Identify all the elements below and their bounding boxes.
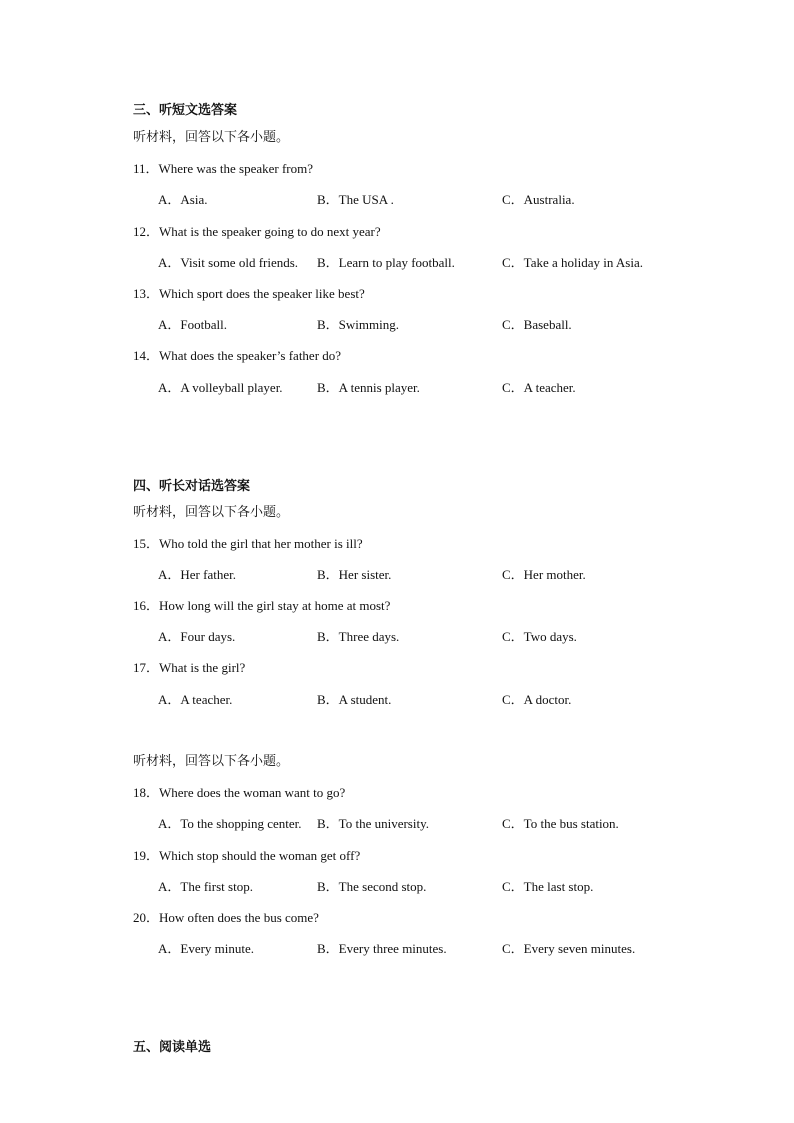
option-a[interactable]: A．To the shopping center. [158, 816, 302, 831]
option-b[interactable]: B．A student. [317, 692, 392, 707]
option-c[interactable]: C．Take a holiday in Asia. [502, 255, 643, 270]
section-heading: 五、阅读单选 [133, 1040, 212, 1055]
option-a[interactable]: A．The first stop. [158, 879, 253, 894]
option-a[interactable]: A．Her father. [158, 567, 236, 582]
question-stem: 13．Which sport does the speaker like best? [133, 286, 365, 301]
option-c[interactable]: C．To the bus station. [502, 816, 619, 831]
option-b[interactable]: B．The USA . [317, 192, 394, 207]
section-heading: 四、听长对话选答案 [133, 479, 251, 494]
option-b[interactable]: B．Swimming. [317, 317, 399, 332]
option-c[interactable]: C．Two days. [502, 629, 577, 644]
option-c[interactable]: C．Australia. [502, 192, 575, 207]
question-stem: 20．How often does the bus come? [133, 910, 319, 925]
section-instruction: 听材料，回答以下各小题。 [133, 505, 290, 520]
option-a[interactable]: A．A volleyball player. [158, 380, 283, 395]
question-stem: 15．Who told the girl that her mother is ill? [133, 536, 363, 551]
section-instruction: 听材料，回答以下各小题。 [133, 130, 290, 145]
option-a[interactable]: A．Football. [158, 317, 227, 332]
option-c[interactable]: C．Her mother. [502, 567, 586, 582]
option-b[interactable]: B．The second stop. [317, 879, 427, 894]
option-c[interactable]: C．A teacher. [502, 380, 576, 395]
option-c[interactable]: C．A doctor. [502, 692, 572, 707]
option-b[interactable]: B．Three days. [317, 629, 400, 644]
question-stem: 18．Where does the woman want to go? [133, 785, 346, 800]
option-b[interactable]: B．Her sister. [317, 567, 392, 582]
option-a[interactable]: A．Every minute. [158, 941, 255, 956]
question-stem: 19．Which stop should the woman get off? [133, 848, 361, 863]
option-a[interactable]: A．A teacher. [158, 692, 233, 707]
question-stem: 11．Where was the speaker from? [133, 161, 313, 176]
option-a[interactable]: A．Four days. [158, 629, 236, 644]
section-heading: 三、听短文选答案 [133, 103, 238, 118]
option-b[interactable]: B．Learn to play football. [317, 255, 455, 270]
option-b[interactable]: B．A tennis player. [317, 380, 420, 395]
option-c[interactable]: C．Baseball. [502, 317, 572, 332]
question-stem: 16．How long will the girl stay at home at most? [133, 598, 391, 613]
option-c[interactable]: C．Every seven minutes. [502, 941, 636, 956]
question-stem: 12．What is the speaker going to do next year? [133, 224, 381, 239]
question-stem: 14．What does the speaker’s father do? [133, 348, 342, 363]
option-a[interactable]: A．Visit some old friends. [158, 255, 299, 270]
section-instruction: 听材料，回答以下各小题。 [133, 754, 290, 769]
option-c[interactable]: C．The last stop. [502, 879, 594, 894]
option-a[interactable]: A．Asia. [158, 192, 208, 207]
option-b[interactable]: B．Every three minutes. [317, 941, 447, 956]
option-b[interactable]: B．To the university. [317, 816, 429, 831]
question-stem: 17．What is the girl? [133, 660, 246, 675]
